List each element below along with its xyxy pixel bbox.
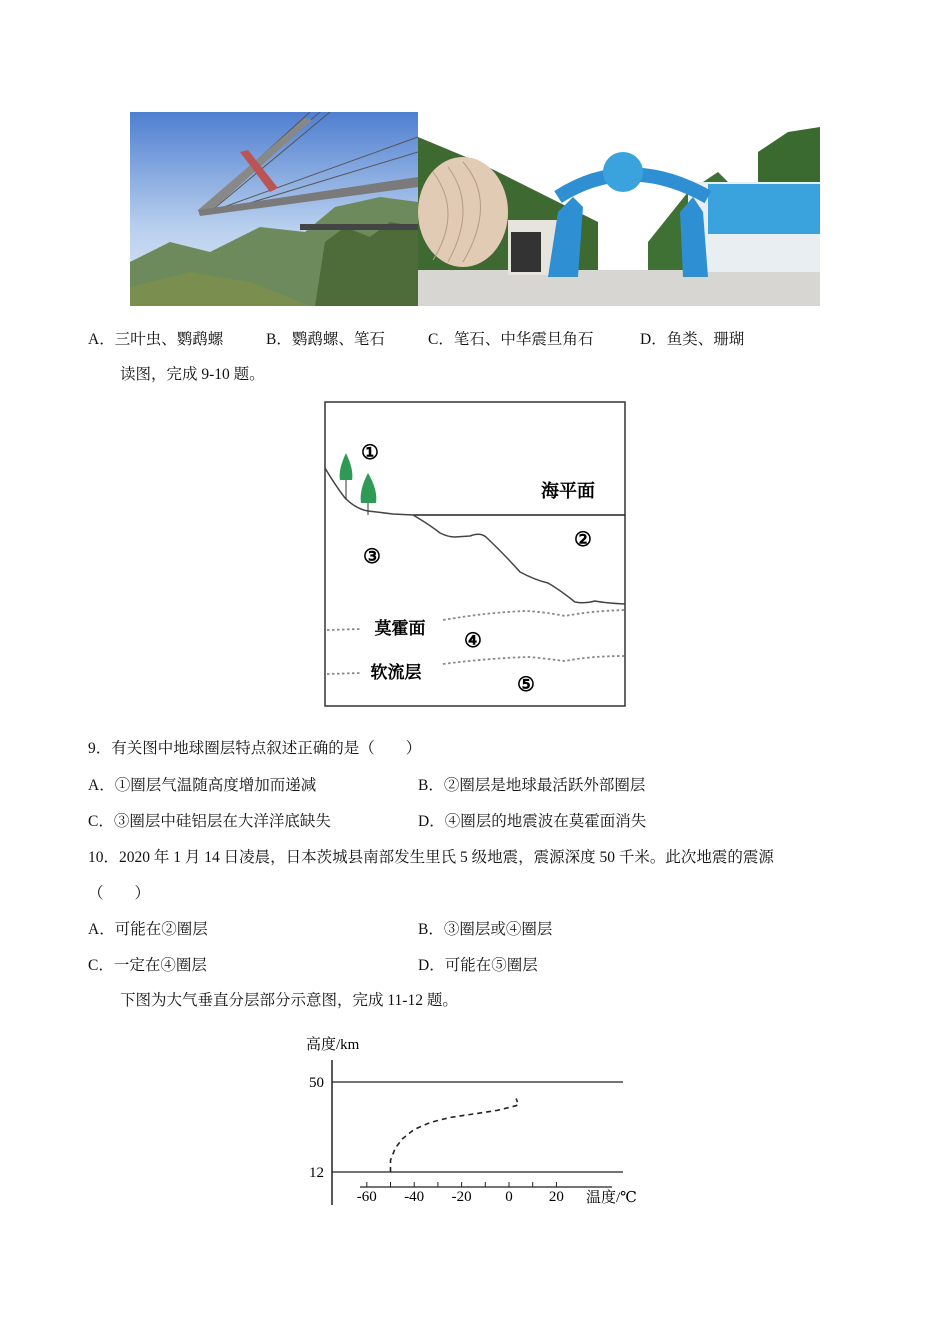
x-tick-label: -60 <box>356 1189 377 1205</box>
intro-9-10: 读图，完成 9-10 题。 <box>120 366 265 383</box>
q10-option-d: D．可能在⑤圈层 <box>418 957 538 974</box>
q9-option-d: D．④圈层的地震波在莫霍面消失 <box>418 813 647 830</box>
earth-layers-diagram <box>320 398 632 710</box>
q9-option-b: B．②圈层是地球最活跃外部圈层 <box>418 777 646 794</box>
layer-label-3: ③ <box>363 546 381 568</box>
q8-option-a: A．三叶虫、鹦鹉螺 <box>88 331 224 348</box>
q9-option-c: C．③圈层中硅铝层在大洋洋底缺失 <box>88 813 331 830</box>
layer-label-2: ② <box>574 529 592 551</box>
layer-label-1: ① <box>361 442 379 464</box>
y-tick-12: 12 <box>309 1165 324 1181</box>
temperature-curve <box>391 1099 519 1172</box>
x-tick-label: 0 <box>505 1189 513 1205</box>
x-tick-label: 20 <box>548 1189 564 1205</box>
q8-option-c: C．笔石、中华震旦角石 <box>428 331 594 348</box>
intro-11-12: 下图为大气垂直分层部分示意图，完成 11-12 题。 <box>120 992 458 1009</box>
x-axis-label: 温度/℃ <box>586 1190 637 1206</box>
q8-option-b: B．鹦鹉螺、笔石 <box>266 331 385 348</box>
q9-option-a: A．①圈层气温随高度增加而递减 <box>88 777 317 794</box>
x-tick-label: -40 <box>404 1189 425 1205</box>
photo-cliff-skywalk <box>130 112 418 306</box>
x-tick-label: -20 <box>451 1189 472 1205</box>
layer-label-4: ④ <box>464 630 482 652</box>
photo-ordovician-park-gate <box>418 112 820 306</box>
y-axis-label: 高度/km <box>306 1037 360 1053</box>
q10-option-c: C．一定在④圈层 <box>88 957 207 974</box>
atmosphere-chart <box>290 1025 660 1215</box>
q8-option-d: D．鱼类、珊瑚 <box>640 331 745 348</box>
moho-label: 莫霍面 <box>374 619 426 638</box>
asthenosphere-label: 软流层 <box>370 663 422 682</box>
q10-option-a: A．可能在②圈层 <box>88 921 208 938</box>
layer-label-5: ⑤ <box>517 674 535 696</box>
q10-paren: （ ） <box>88 885 151 902</box>
q10-stem: 10．2020 年 1 月 14 日凌晨，日本茨城县南部发生里氏 5 级地震，震源深度 50 千米。此次地震的震源 <box>88 849 774 866</box>
sea-level-label: 海平面 <box>541 481 595 501</box>
q10-option-b: B．③圈层或④圈层 <box>418 921 553 938</box>
q9-stem: 9．有关图中地球圈层特点叙述正确的是（ ） <box>88 740 422 757</box>
y-tick-50: 50 <box>309 1075 324 1091</box>
